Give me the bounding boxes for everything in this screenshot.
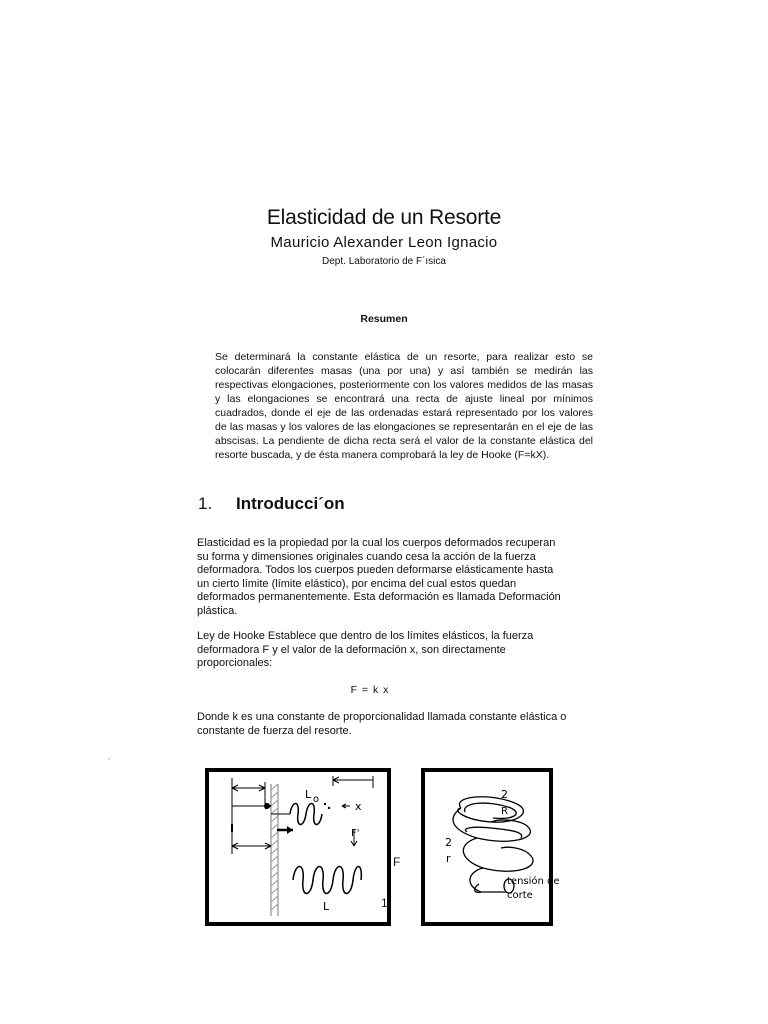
author-name: Mauricio Alexander Leon Ignacio — [270, 234, 498, 251]
document-title: Elasticidad de un Resorte — [266, 206, 502, 229]
label-f: F — [393, 855, 401, 869]
label-corte: corte — [507, 890, 533, 901]
intro-paragraph-3: Donde k es una constante de proporcionalidad llamada constante elástica o constante de fuerza del resorte. — [197, 711, 567, 737]
abstract-heading: Resumen — [360, 313, 408, 325]
figure-helical-spring — [421, 768, 560, 926]
section-title: Introducci´on — [236, 494, 345, 513]
label-f-small: F' — [351, 828, 360, 839]
spring-upper — [290, 804, 322, 825]
label-2r-left-num: 2 — [445, 836, 452, 849]
label-x: x — [355, 800, 362, 813]
label-tension: tensión de — [507, 876, 560, 887]
wall-hatch — [271, 784, 278, 916]
label-lo: L — [305, 788, 312, 801]
intro-paragraph-2: Ley de Hooke Establece que dentro de los límites elásticos, la fuerza deformadora F y el valor de la deformación x, son directamente proporcionales: — [197, 630, 534, 669]
label-one: 1 — [381, 896, 388, 910]
label-2r-top-r: R — [501, 806, 508, 817]
label-l: L — [323, 900, 330, 913]
spring-lower — [293, 867, 361, 894]
label-2r-left-r: r — [446, 852, 451, 865]
stray-mark: , — [108, 754, 110, 761]
department: Dept. Laboratorio de F´ısica — [322, 256, 446, 267]
label-2r-top-num: 2 — [501, 788, 508, 801]
section-number: 1. — [198, 494, 213, 513]
figure-spring-wall — [205, 768, 391, 926]
abstract-text: Se determinará la constante elástica de un resorte, para realizar esto se colocarán diferentes masas (una por una) y así también se medirán las respectivas elongaciones, posteriormente con los valores medidos de las masas y las elongaciones se encontrará una recta de ajuste lineal por mínimos cuadrados, donde el eje de las ordenadas estará representado por los valores de las masas y los valores de las elongaciones se representarán en el eje de las abscisas. La pendiente de dicha recta será el valor de la constante elástica del resorte buscada, y de ésta manera comprobará la ley de Hooke (F=kX). — [215, 351, 593, 461]
hooke-formula: F = k x — [350, 684, 390, 696]
intro-paragraph-1: Elasticidad es la propiedad por la cual los cuerpos deformados recuperan su forma y dimensiones originales cuando cesa la acción de la fuerza deformadora. Todos los cuerpos pueden deformarse elásticamente hasta un cierto límite (límite elástico), por encima del cual estos quedan deformados permanentemente. Esta deformación es llamada Deformación plástica. — [197, 537, 561, 617]
label-lo-sub: o — [313, 794, 320, 805]
attachment-point — [264, 803, 270, 809]
